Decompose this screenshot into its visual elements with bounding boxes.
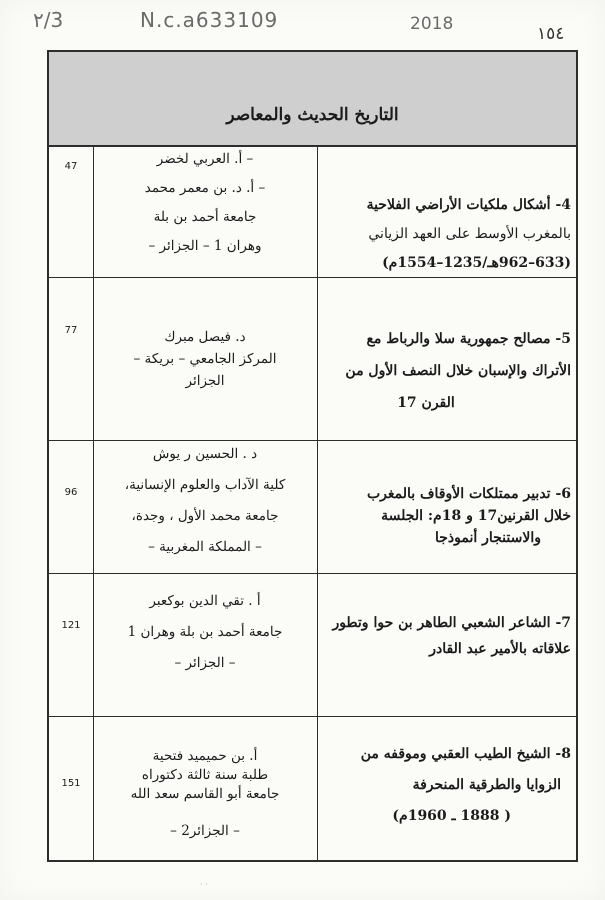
- author-line: جامعة محمد الأول ، وجدة،: [131, 508, 279, 524]
- handwritten-reference-number: N.c.a633109: [140, 8, 279, 32]
- author-line: – أ. د. بن معمر محمد: [144, 180, 266, 196]
- article-title-cell: [321, 483, 571, 549]
- author-line: كلية الآداب والعلوم الإنسانية،: [124, 477, 286, 493]
- table-row: [49, 716, 576, 861]
- section-title: التاريخ الحديث والمعاصر: [226, 105, 399, 125]
- title-line: 6- تدبير ممتلكات الأوقاف بالمغرب: [366, 486, 571, 502]
- author-line: – المملكة المغربية –: [148, 539, 262, 555]
- scan-speck: · ·: [200, 880, 208, 889]
- title-line: 7- الشاعر الشعبي الطاهر بن حوا وتطور: [332, 615, 571, 631]
- section-header: [49, 52, 576, 147]
- author-cell: [99, 586, 311, 679]
- title-line: الأتراك والإسبان خلال النصف الأول من: [345, 363, 571, 379]
- author-line: طلبة سنة ثالثة دكتوراه: [141, 767, 269, 783]
- author-line: وهران 1 – الجزائر –: [148, 238, 262, 254]
- author-cell: [99, 145, 311, 261]
- author-line: د. فيصل مبرك: [164, 329, 246, 345]
- page-number-cell: 96: [64, 487, 78, 498]
- title-line: (633–962هـ/1235–1554م): [382, 255, 571, 271]
- handwritten-page-number: ١٥٤: [537, 24, 565, 44]
- author-line: د . الحسين ر يوش: [152, 446, 258, 462]
- contents-table: [47, 50, 578, 862]
- handwritten-mark-left: ٢/3: [33, 8, 64, 32]
- author-cell: [99, 747, 311, 841]
- page-number-cell: 151: [61, 778, 81, 789]
- author-line: الجزائر: [185, 373, 225, 389]
- table-row: [49, 440, 576, 574]
- title-line: 8- الشيخ الطيب العقبي وموقفه من: [360, 746, 571, 762]
- title-line: القرن 17: [397, 395, 455, 411]
- author-line: جامعة أبو القاسم سعد الله: [130, 786, 280, 802]
- author-line: أ. بن حميميد فتحية: [152, 748, 258, 764]
- article-title-cell: [321, 323, 571, 419]
- page-number-cell: 77: [64, 325, 78, 336]
- author-line: – أ. العربي لخضر: [156, 151, 254, 167]
- handwritten-year: 2018: [410, 14, 454, 34]
- author-line: المركز الجامعي – بريكة –: [133, 351, 277, 367]
- table-row: [49, 573, 576, 717]
- page-number-cell: 121: [61, 620, 81, 631]
- table-row: [49, 147, 576, 277]
- author-cell: [99, 439, 311, 563]
- author-line: جامعة أحمد بن بلة وهران 1: [127, 624, 283, 640]
- author-line: – الجزائر –: [174, 655, 236, 671]
- title-line: ( 1888 ـ 1960م): [392, 808, 511, 824]
- article-title-cell: [321, 739, 571, 832]
- title-line: الزوايا والطرقية المنحرفة: [412, 777, 561, 793]
- title-line: 4- أشكال ملكيات الأراضي الفلاحية: [366, 197, 571, 213]
- article-title-cell: [321, 191, 571, 278]
- title-line: خلال القرنين17 و 18م: الجلسة: [381, 508, 571, 524]
- article-title-cell: [321, 610, 571, 662]
- author-cell: [99, 326, 311, 392]
- title-line: والاستنجار أنموذجا: [434, 530, 541, 546]
- title-line: 5- مصالح جمهورية سلا والرباط مع: [366, 331, 571, 347]
- author-line: جامعة أحمد بن بلة: [153, 209, 257, 225]
- page-number-cell: 47: [64, 161, 78, 172]
- author-line: – الجزائر2 –: [170, 823, 240, 839]
- author-line: أ . تقي الدين بوكعبر: [149, 593, 261, 609]
- title-line: علاقاته بالأمير عبد القادر: [429, 641, 571, 657]
- title-line: بالمغرب الأوسط على العهد الزياني: [368, 226, 571, 242]
- table-row: [49, 277, 576, 441]
